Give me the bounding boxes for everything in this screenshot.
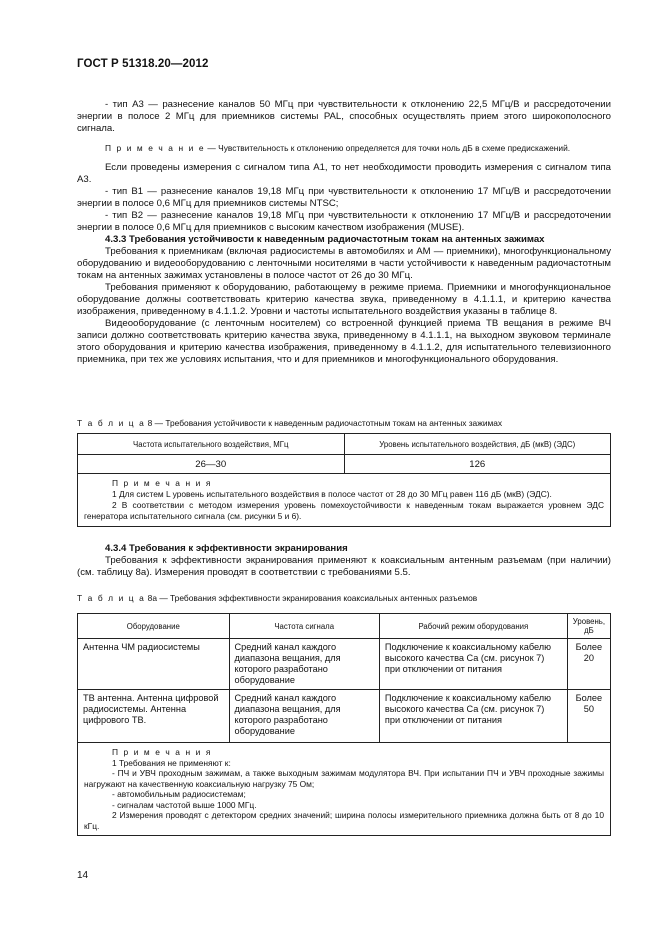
table8a-note-1: 1 Требования не применяют к: bbox=[112, 757, 231, 768]
table8-notes-row bbox=[78, 474, 611, 527]
note-label: П р и м е ч а н и е bbox=[105, 143, 206, 153]
body-text-434 bbox=[77, 543, 611, 579]
table8a-note-2: 2 Измерения проводят с детектором средних значений; ширина полосы измерительного приемника должна быть от 8 до 10 кГц. bbox=[84, 810, 604, 831]
table8-note-2: 2 В соответствии с методом измерения уровень помехоустойчивости к наведенным токам выражается уровнем ЭДС генератора испытательного сигнала (см. рисунки 5 и 6). bbox=[84, 500, 604, 521]
heading-4-3-3: 4.3.3 Требования устойчивости к наведенным радиочастотным токам на антенных зажимах bbox=[105, 234, 545, 245]
table8-caption-label: Т а б л и ц а bbox=[77, 418, 146, 428]
table8a-row2-level: Более 50 bbox=[567, 690, 610, 743]
table8-level-value: 126 bbox=[344, 455, 611, 474]
table8a-notes-label: П р и м е ч а н и я bbox=[112, 747, 212, 757]
body-text-top bbox=[77, 99, 611, 366]
table8a-row2-frequency: Средний канал каждого диапазона вещания, для которого разработано оборудование bbox=[229, 690, 379, 743]
table8-row bbox=[78, 455, 611, 474]
table8-frequency-value: 26—30 bbox=[78, 455, 345, 474]
table8a-row1-frequency: Средний канал каждого диапазона вещания, для которого разработано оборудование bbox=[229, 639, 379, 690]
table8a-header-row bbox=[78, 614, 611, 639]
table8a-note-1a: - ПЧ и УВЧ проходным зажимам, а также выходным зажимам модулятора ВЧ. При испытании ПЧ и УВЧ проходные зажимы нагружают на качественную коаксиальную нагрузку 75 Ом; bbox=[84, 768, 604, 789]
table8a-row2-equipment: ТВ антенна. Антенна цифровой радиосистемы. Антенна цифрового ТВ. bbox=[78, 690, 230, 743]
table-row bbox=[78, 639, 611, 690]
table8a-col-frequency: Частота сигнала bbox=[229, 614, 379, 639]
table8-notes bbox=[78, 474, 611, 527]
table8a-note-1c: - сигналам частотой выше 1000 МГц. bbox=[112, 799, 257, 810]
table8-note-1: 1 Для систем L уровень испытательного воздействия в полосе частот от 28 до 30 МГц равен 116 дБ (мкВ) (ЭДС). bbox=[112, 489, 552, 499]
paragraph-type-b1: - тип B1 — разнесение каналов 19,18 МГц при чувствительности к отклонению 17 МГц/В и рассредоточении энергии в полосе 0,6 МГц для приемников системы NTSC; bbox=[77, 186, 611, 209]
paragraph-4-3-4: Требования к эффективности экранирования применяют к коаксиальным антенным разъемам (при наличии) (см. таблицу 8а). Измерения проводят в соответствии с требованиями 5.5. bbox=[77, 555, 611, 578]
table-row bbox=[78, 690, 611, 743]
table8-notes-label: П р и м е ч а н и я bbox=[112, 478, 212, 488]
table8-caption-text: 8 — Требования устойчивости к наведенным радиочастотным токам на антенных зажимах bbox=[145, 418, 503, 428]
table8a-note-1b: - автомобильным радиосистемам; bbox=[112, 789, 246, 799]
table8-col-frequency: Частота испытательного воздействия, МГц bbox=[78, 434, 345, 455]
table8-header-row bbox=[78, 434, 611, 455]
table8a-caption bbox=[77, 593, 477, 604]
paragraph-type-b2: - тип В2 — разнесение каналов 19,18 МГц при чувствительности к отклонению 17 МГц/В и рассредоточении энергии в полосе 0,6 МГц для приемников с высоким качеством изображения (MUSE). bbox=[77, 210, 611, 233]
table8a-row1-mode: Подключение к коаксиальному кабелю высокого качества Са (см. рисунок 7) при отключении от питания bbox=[379, 639, 567, 690]
table8a-col-mode: Рабочий режим оборудования bbox=[379, 614, 567, 639]
table8a-row1-equipment: Антенна ЧМ радиосистемы bbox=[78, 639, 230, 690]
heading-4-3-4: 4.3.4 Требования к эффективности экранирования bbox=[105, 543, 348, 554]
table-8 bbox=[77, 433, 611, 527]
table8-col-level: Уровень испытательного воздействия, дБ (мкВ) (ЭДС) bbox=[344, 434, 611, 455]
page-number: 14 bbox=[77, 870, 89, 881]
table8a-notes-row bbox=[78, 743, 611, 836]
note-text: — Чувствительность к отклонению определяется для точки ноль дБ в схеме предискажений. bbox=[205, 143, 571, 153]
table8a-col-equipment: Оборудование bbox=[78, 614, 230, 639]
paragraph-4-3-3-2: Требования применяют к оборудованию, работающему в режиме приема. Приемники и многофункциональное оборудование должны соответствовать критерию качества звука, приведенному в 4.1.1.1, и критерию качества изображения, приведенному в 4.1.1.2. Уровни и частоты испытательного воздействия указаны в таблице 8. bbox=[77, 282, 611, 317]
table8-caption bbox=[77, 418, 502, 429]
paragraph-4-3-3-3: Видеооборудование (с ленточным носителем) со встроенной функцией приема ТВ вещания в режиме ВЧ записи должно соответствовать критерию качества звука, приведенному в 4.1.1.1, на выходном звуковом терминале этого оборудования и критерию качества изображения, приведенному в 4.1.1.2, для испытательного телевизионного приемника, при тех же условиях испытания, что и для приемников и многофункционального оборудования. bbox=[77, 318, 611, 365]
paragraph-a1-a3: Если проведены измерения с сигналом типа А1, то нет необходимости проводить измерения с сигналом типа А3. bbox=[77, 162, 611, 185]
table-8a bbox=[77, 613, 611, 836]
paragraph-4-3-3-1: Требования к приемникам (включая радиосистемы в автомобилях и АМ — приемники), многофункциональному оборудованию и видеооборудованию с ленточными носителями в части устойчивости к наведенным радиочастотным токам на антенных зажимах установлены в полосе частот от 26 до 30 МГц. bbox=[77, 246, 611, 281]
table8a-caption-label: Т а б л и ц а bbox=[77, 593, 146, 603]
document-header: ГОСТ Р 51318.20—2012 bbox=[77, 58, 209, 70]
table8a-caption-text: 8а — Требования эффективности экранирования коаксиальных антенных разъемов bbox=[145, 593, 478, 603]
table8a-notes bbox=[78, 743, 611, 836]
table8a-col-level: Уровень, дБ bbox=[567, 614, 610, 639]
paragraph-type-a3: - тип А3 — разнесение каналов 50 МГц при чувствительности к отклонению 22,5 МГц/В и рассредоточении энергии в полосе 2 МГц для приемников системы PAL, способных осуществлять прием этого широкополосного сигнала. bbox=[77, 99, 611, 134]
table8a-row2-mode: Подключение к коаксиальному кабелю высокого качества Са (см. рисунок 7) при отключении от питания bbox=[379, 690, 567, 743]
table8a-row1-level: Более 20 bbox=[567, 639, 610, 690]
note-deviation bbox=[77, 143, 611, 154]
